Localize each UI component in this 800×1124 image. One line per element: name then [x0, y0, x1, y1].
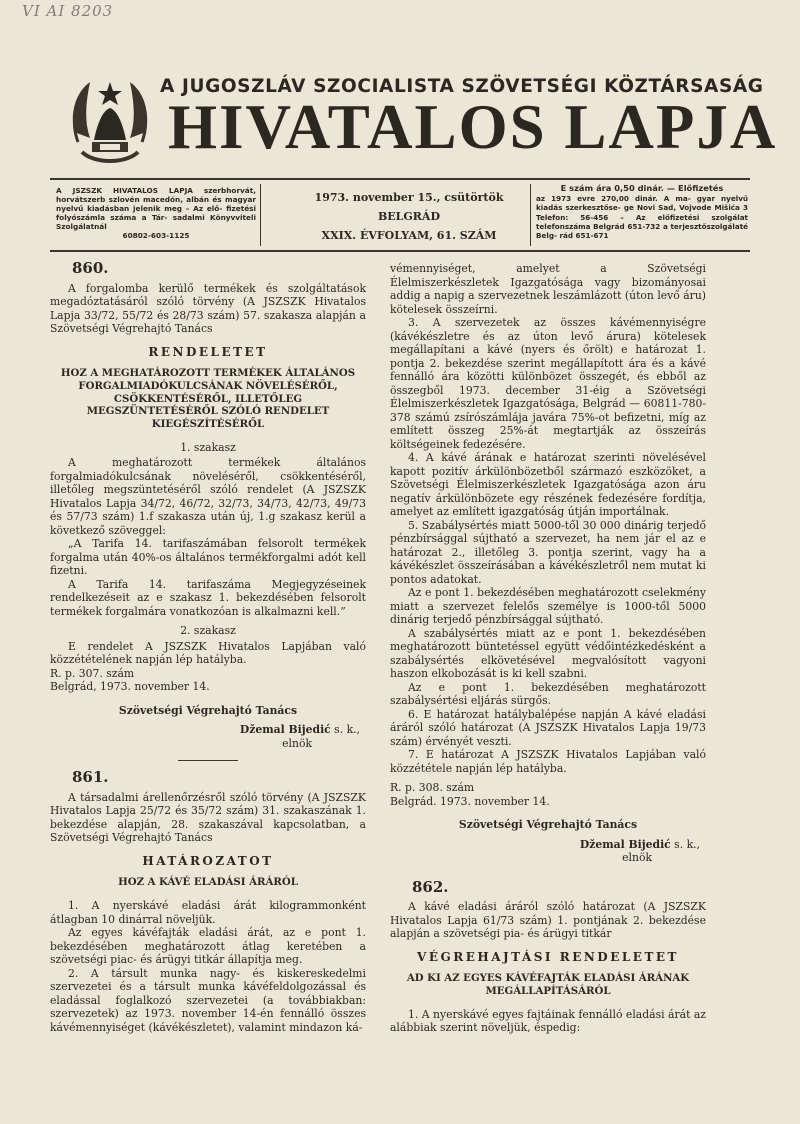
- left-column: [50, 259, 366, 1034]
- decree-861-para-6: 5. Szabálysértés miatt 5000-től 30 000 dinárig terjedő pénzbírsággal sújtható a szervezet, ha nem jár el az e határozat 2., illetőleg 3. pontja szerint, vagy ha a kávékészlet összeírásában a kávékészletről nem mutat ki pontos adatokat.: [390, 518, 706, 586]
- decree-860-signer: [50, 723, 366, 737]
- decree-860-para-3: A Tarifa 14. tarifaszáma Megjegyzéseinek rendelkezéseit az e szakasz 1. bekezdésében felsorolt termékek forgalmára vonatkozóan is alkalmazni kell.”: [50, 577, 366, 618]
- decree-861-subheading: HOZ A KÁVÉ ELADÁSI ÁRÁRÓL: [118, 876, 298, 889]
- decree-862-para-1: 1. A nyerskávé egyes fajtáinak fennálló eladási árát az alábbiak szerint növeljük, éspedig:: [390, 1007, 706, 1035]
- masthead-title: HIVATALOS LAPJA: [168, 92, 778, 162]
- subscription-info: az 1973 evre 270,00 dinár. A ma- gyar nyelvű kiadás szerkesztőse- ge Novi Sad, Vojvode Mišića 3 Telefon: 56-456 – Az előfizetési szolgálat telefonszáma Belgrád 651-732 a terjesztőszolgálaté Belg- rád 651-671: [536, 194, 748, 241]
- decree-861-para-4: 3. A szervezetek az összes kávémennyiségre (kávékészletre és az úton levő árura) kötelesek megállapítani a kávé (nyers és őrölt) e határozat 1. pontja 2. bekezdése szerint megállapított ára és a kávé fennálló ára közötti különbözet összegét, és ebből az összegből 1973. december 31-éig a Szövetségi Élelmiszerkészletek Igazgatósága, Belgrád — 60811-780-378 számú zsírószámlája javára 75%-ot befizetni, míg az említett összeg 25%-át megtartják az összeírás költségeinek fedezésére.: [390, 316, 706, 451]
- decree-number-860: 860.: [72, 259, 109, 277]
- decree-861-para-11: 7. E határozat A JSZSZK Hivatalos Lapjában való közzététele napján lép hatályba.: [390, 748, 706, 775]
- divider-line: [178, 760, 238, 761]
- decree-861-heading: HATÁROZATOT: [142, 853, 274, 868]
- signer-suffix: s. k.,: [670, 837, 700, 851]
- info-divider-right: [530, 184, 531, 246]
- masthead-subtitle: A JUGOSZLÁV SZOCIALISTA SZÖVETSÉGI KÖZTÁRSASÁG: [160, 76, 764, 97]
- issue-details: [284, 188, 534, 245]
- decree-861-signer: [390, 838, 706, 852]
- decree-861-para-7: Az e pont 1. bekezdésében meghatározott cselekmény miatt a szervezet felelős személye is 1000-től 5000 dinárig terjedő pénzbírsággal sújtható.: [390, 586, 706, 626]
- publication-info-text: A JSZSZK HIVATALOS LAPJA szerbhorvát, horvátszerb szlovén macedón, albán és magyar nyelvű kiadásban jelenik meg – Az elő- fizetési folyószámla száma a Tár- sadalmi Könyvviteli Szolgálatnál: [56, 186, 256, 231]
- decree-861-para-8: A szabálysértés miatt az e pont 1. bekezdésében meghatározott büntetéssel együtt védőintézkedésként a szabálysértés elkövetésével megvalósított vagyoni haszon elkobozását is ki kell szabni.: [390, 626, 706, 680]
- signer-name: Džemal Bijedić: [239, 723, 331, 737]
- signer-name: Džemal Bijedić: [579, 837, 671, 851]
- right-column: [390, 262, 706, 1035]
- decree-860-intro: A forgalomba kerülő termékek és szolgáltatások megadóztatásáról szóló törvény (A JSZSZK Hivatalos Lapja 33/72, 55/72 és 28/73 szám) 57. szakasza alapján a Szövetségi Végrehajtó Tanács: [50, 281, 366, 335]
- decree-861-continuation: vémennyiséget, amelyet a Szövetségi Élelmiszerkészletek Igazgatósága vagy bizományosai addig a napig a szervezetnek leszámlázott (úton levő áru) kötelesek összeírni.: [390, 262, 706, 316]
- decree-861-date: Belgrád. 1973. november 14.: [390, 794, 550, 808]
- account-number: 60802-603-1125: [122, 231, 190, 240]
- decree-862-intro: A kávé eladási áráról szóló határozat (A JSZSZK Hivatalos Lapja 61/73 szám) 1. pontjának 2. bekezdése alapján a szövetségi pia- és árügyi titkár: [390, 900, 706, 940]
- decree-number-862: 862.: [412, 877, 449, 896]
- state-emblem-icon: [64, 72, 156, 168]
- decree-860-date: Belgrád, 1973. november 14.: [50, 680, 210, 694]
- decree-860-signer-role: elnök: [282, 736, 312, 750]
- section-1-title: 1. szakasz: [180, 440, 236, 454]
- publication-info: [56, 186, 256, 240]
- signer-suffix: s. k.,: [330, 723, 360, 737]
- decree-861-para-5: 4. A kávé árának e határozat szerinti növelésével kapott pozitív árkülönbözetből származó eszközöket, a Szövetségi Élelmiszerkészletek Igazgatósága azon áru negatív árkülönbözete egy részének fedezésére fordítja, amelyet az említett igazgatóság útján importálnak.: [390, 451, 706, 518]
- decree-861-intro: A társadalmi árellenőrzésről szóló törvény (A JSZSZK Hivatalos Lapja 25/72 és 35/72 szám) 31. szakaszának 1. bekezdése alapján, 28. szakaszával kapcsolatban, a Szövetségi Végrehajtó Tanács: [50, 790, 366, 845]
- issue-volume: XXIX. ÉVFOLYAM, 61. SZÁM: [321, 229, 497, 242]
- decree-861-ref: R. p. 308. szám: [390, 781, 475, 794]
- decree-861-para-9: Az e pont 1. bekezdésében meghatározott szabálysértési eljárás sürgős.: [390, 680, 706, 707]
- decree-861-para-1: 1. A nyerskávé eladási árát kilogrammonként átlagban 10 dinárral növeljük.: [50, 899, 366, 926]
- decree-860-council: Szövetségi Végrehajtó Tanács: [118, 703, 298, 717]
- decree-number-861: 861.: [72, 768, 109, 787]
- decree-860-subheading: HOZ A MEGHATÁROZOTT TERMÉKEK ÁLTALÁNOS FORGALMIADÓKULCSÁNAK NÖVELÉSÉRŐL, CSÖKKENTÉSÉRŐL, ILLETŐLEG MEGSZÜNTETÉSÉRŐL SZÓLÓ RENDELET KIEGÉSZÍTÉSÉRŐL: [60, 367, 356, 431]
- decree-862-heading: VÉGREHAJTÁSI RENDELETET: [417, 949, 679, 964]
- decree-861-signer-role: elnök: [622, 851, 652, 864]
- decree-860-ref: R. p. 307. szám: [50, 666, 135, 680]
- issue-date: 1973. november 15., csütörtök: [314, 191, 504, 204]
- decree-861-para-2: Az egyes kávéfajták eladási árát, az e pont 1. bekezdésében meghatározott átlag keretében a szövetségi piac- és árügyi titkár állapítja meg.: [50, 926, 366, 967]
- info-divider-left: [260, 184, 261, 246]
- decree-860-para-2: „A Tarifa 14. tarifaszámában felsorolt termékek forgalma után 40%-os általános termékforgalmi adót kell fizetni.: [50, 537, 366, 578]
- decree-860-para-4: E rendelet A JSZSZK Hivatalos Lapjában való közzétételének napján lép hatályba.: [50, 639, 366, 667]
- decree-862-subheading: AD KI AZ EGYES KÁVÉFAJTÁK ELADÁSI ÁRÁNAK MEGÁLLAPÍTÁSÁRÓL: [406, 972, 690, 997]
- issue-info-bar: [50, 178, 750, 252]
- issue-city: BELGRÁD: [377, 210, 441, 223]
- masthead: [0, 0, 800, 180]
- price-line: E szám ára 0,50 dinár. — Előfizetés: [560, 183, 724, 193]
- handwritten-note: VI AI 8203: [22, 2, 114, 20]
- decree-860-heading: RENDELETET: [148, 344, 268, 359]
- decree-861-para-3: 2. A társult munka nagy- és kiskereskedelmi szervezetei és a társult munka kávéfeldolgozással és eladással foglalkozó szervezetei (a továbbiakban: szervezetek) az 1973. november 14-én fennálló összes kávémennyiséget (kávékészletet), valamint mindazon ká-: [50, 966, 366, 1034]
- decree-860-para-1: A meghatározott termékek általános forgalmiadókulcsának növeléséről, csökkentéséről, illetőleg megszüntetéséről szóló rendelet (A JSZSZK Hivatalos Lapja 34/72, 46/72, 32/73, 34/73, 42/73, 49/73 és 57/73 szám) 1.f szakasza után új, 1.g szakasz kerül a következő szöveggel:: [50, 456, 366, 537]
- section-2-title: 2. szakasz: [180, 624, 236, 638]
- decree-861-para-10: 6. E határozat hatálybalépése napján A kávé eladási áráról szóló határozat (A JSZSZK Hivatalos Lapja 19/73 szám) érvényét veszti.: [390, 707, 706, 748]
- decree-861-council: Szövetségi Végrehajtó Tanács: [458, 818, 638, 831]
- price-info: [536, 184, 748, 240]
